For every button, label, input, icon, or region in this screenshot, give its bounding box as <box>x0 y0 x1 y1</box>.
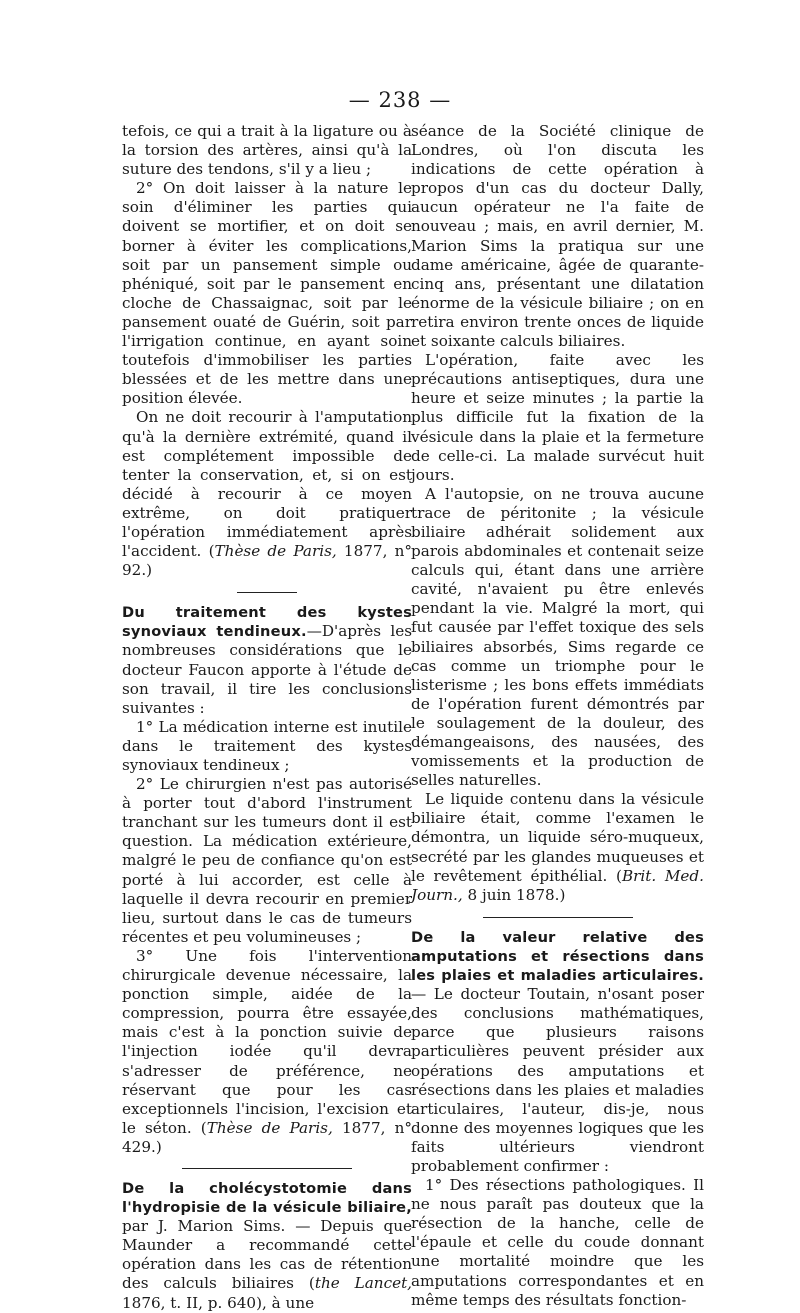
paragraph: 1° La médication interne est inutile dans le traitement des kystes synoviaux tendineux ; <box>122 717 412 774</box>
paragraph: séance de la Société clinique de Londres, où l'on discuta les indications de cette opération à propos d'un cas du docteur Dally, aucun opérateur ne l'a faite de nouveau ; mais, en avril dernier, M. Marion Sims la pratiqua sur une dame américaine, âgée de quarante-cinq ans, présentant une dilatation énorme de la vésicule biliaire ; on en retira environ trente onces de liquide et soixante calculs biliaires. <box>411 122 704 351</box>
citation-detail: 1877, n° 92.) <box>122 542 412 580</box>
heading-title: De la valeur relative des amputations et résections dans les plaies et maladies articulaires. <box>411 928 704 985</box>
heading-text: — Le docteur Toutain, n'osant poser des conclusions mathématiques, parce que plusieurs raisons particulières peuvent présider aux opérations des amputations et résections dans les plaies et maladies articulaires, l'auteur, dis-je, nous donne des moyennes logiques que les faits ultérieurs viendront probablement confirmer : <box>411 985 704 1175</box>
paragraph <box>122 408 412 580</box>
heading-text: par J. Marion Sims. — Depuis que Maunder a recommandé cette opération dans les cas de rétention des calculs biliaires ( <box>122 1217 412 1293</box>
paragraph <box>122 947 412 1157</box>
citation-detail: 8 juin 1878.) <box>462 885 566 904</box>
source-citation: Brit. Med. Journ., <box>411 866 704 904</box>
paragraph: 2° Le chirurgien n'est pas autorisé à porter tout d'abord l'instrument tranchant sur les tumeurs dont il est question. La médication extérieure, malgré le peu de confiance qu'on est porté à lui accorder, est celle à laquelle il devra recourir en premier lieu, surtout dans le cas de tumeurs récentes et peu volumineuses ; <box>122 775 412 946</box>
source-citation: Thèse de Paris, <box>206 1118 333 1137</box>
section-divider <box>483 917 633 918</box>
paragraph: 1° Des résections pathologiques. Il ne nous paraît pas douteux que la résection de la hanche, celle de l'épaule et celle du coude donnant une mortalité moindre que les amputations correspondantes et en même temps des résultats fonction- <box>411 1176 704 1309</box>
section-heading <box>122 603 412 718</box>
paragraph: L'opération, faite avec les précautions antiseptiques, dura une heure et seize minutes ; la partie la plus difficile fut la fixation de la vésicule dans la plaie et la fermeture de celle-ci. La malade survécut huit jours. <box>411 351 704 484</box>
citation-detail: 1877, n° 429.) <box>122 1118 412 1156</box>
section-divider <box>182 1168 352 1169</box>
heading-text: —D'après les nombreuses considérations que le docteur Faucon apporte à l'étude de son travail, il tire les conclusions suivantes : <box>122 622 412 717</box>
section-divider <box>237 592 297 593</box>
right-column <box>411 122 704 1310</box>
paragraph-text: On ne doit recourir à l'amputation qu'à la dernière extrémité, quand il est complétement impossible de tenter la conservation, et, si on est décidé à recourir à ce moyen extrême, on doit pratiquer l'opération immédiatement après l'accident. ( <box>122 408 412 561</box>
paragraph-text: Le liquide contenu dans la vésicule biliaire était, comme l'examen le démontra, un liquide séro-muqueux, secrété par les glandes muqueuses et le revêtement épithélial. ( <box>411 790 704 885</box>
paragraph <box>411 790 704 905</box>
left-column <box>122 122 412 1313</box>
section-heading <box>122 1179 412 1313</box>
heading-title: De la cholécystotomie dans l'hydropisie de la vésicule biliaire, <box>122 1179 412 1217</box>
page-number: — 238 — <box>348 88 452 112</box>
source-citation: the Lancet, <box>314 1274 412 1293</box>
paragraph: A l'autopsie, on ne trouva aucune trace de péritonite ; la vésicule biliaire adhérait solidement aux parois abdominales et contenait seize calculs qui, étant dans une arrière cavité, n'avaient pu être enlevés pendant la vie. Malgré la mort, qui fut causée par l'effet toxique des sels biliaires absorbés, Sims regarde ce cas comme un triomphe pour le listerisme ; les bons effets immédiats de l'opération furent démontrés par le soulagement de la douleur, des démangeaisons, des nausées, des vomissements et la production de selles naturelles. <box>411 484 704 790</box>
heading-title: Du traitement des kystes synoviaux tendineux. <box>122 604 412 641</box>
paragraph: tefois, ce qui a trait à la ligature ou à la torsion des artères, ainsi qu'à la suture des tendons, s'il y a lieu ; <box>122 122 412 179</box>
source-citation: Thèse de Paris, <box>214 542 337 561</box>
citation-detail: 1876, t. II, p. 640), à une <box>122 1293 315 1312</box>
paragraph-text: 3° Une fois l'intervention chirurgicale devenue nécessaire, la ponction simple, aidée de la compression, pourra être essayée, mais c'est à la ponction suivie de l'injection iodée qu'il devra s'adresser de préférence, ne réservant que pour les cas exceptionnels l'incision, l'excision et le séton. ( <box>122 946 412 1137</box>
section-heading <box>411 928 704 1176</box>
paragraph: 2° On doit laisser à la nature le soin d'éliminer les parties qui doivent se mortifier, et on doit se borner à éviter les complications, soit par un pansement simple ou phéniqué, soit par le pansement en cloche de Chassaignac, soit par le pansement ouaté de Guérin, soit par l'irrigation continue, en ayant soin toutefois d'immobiliser les parties blessées et de les mettre dans une position élevée. <box>122 179 412 408</box>
